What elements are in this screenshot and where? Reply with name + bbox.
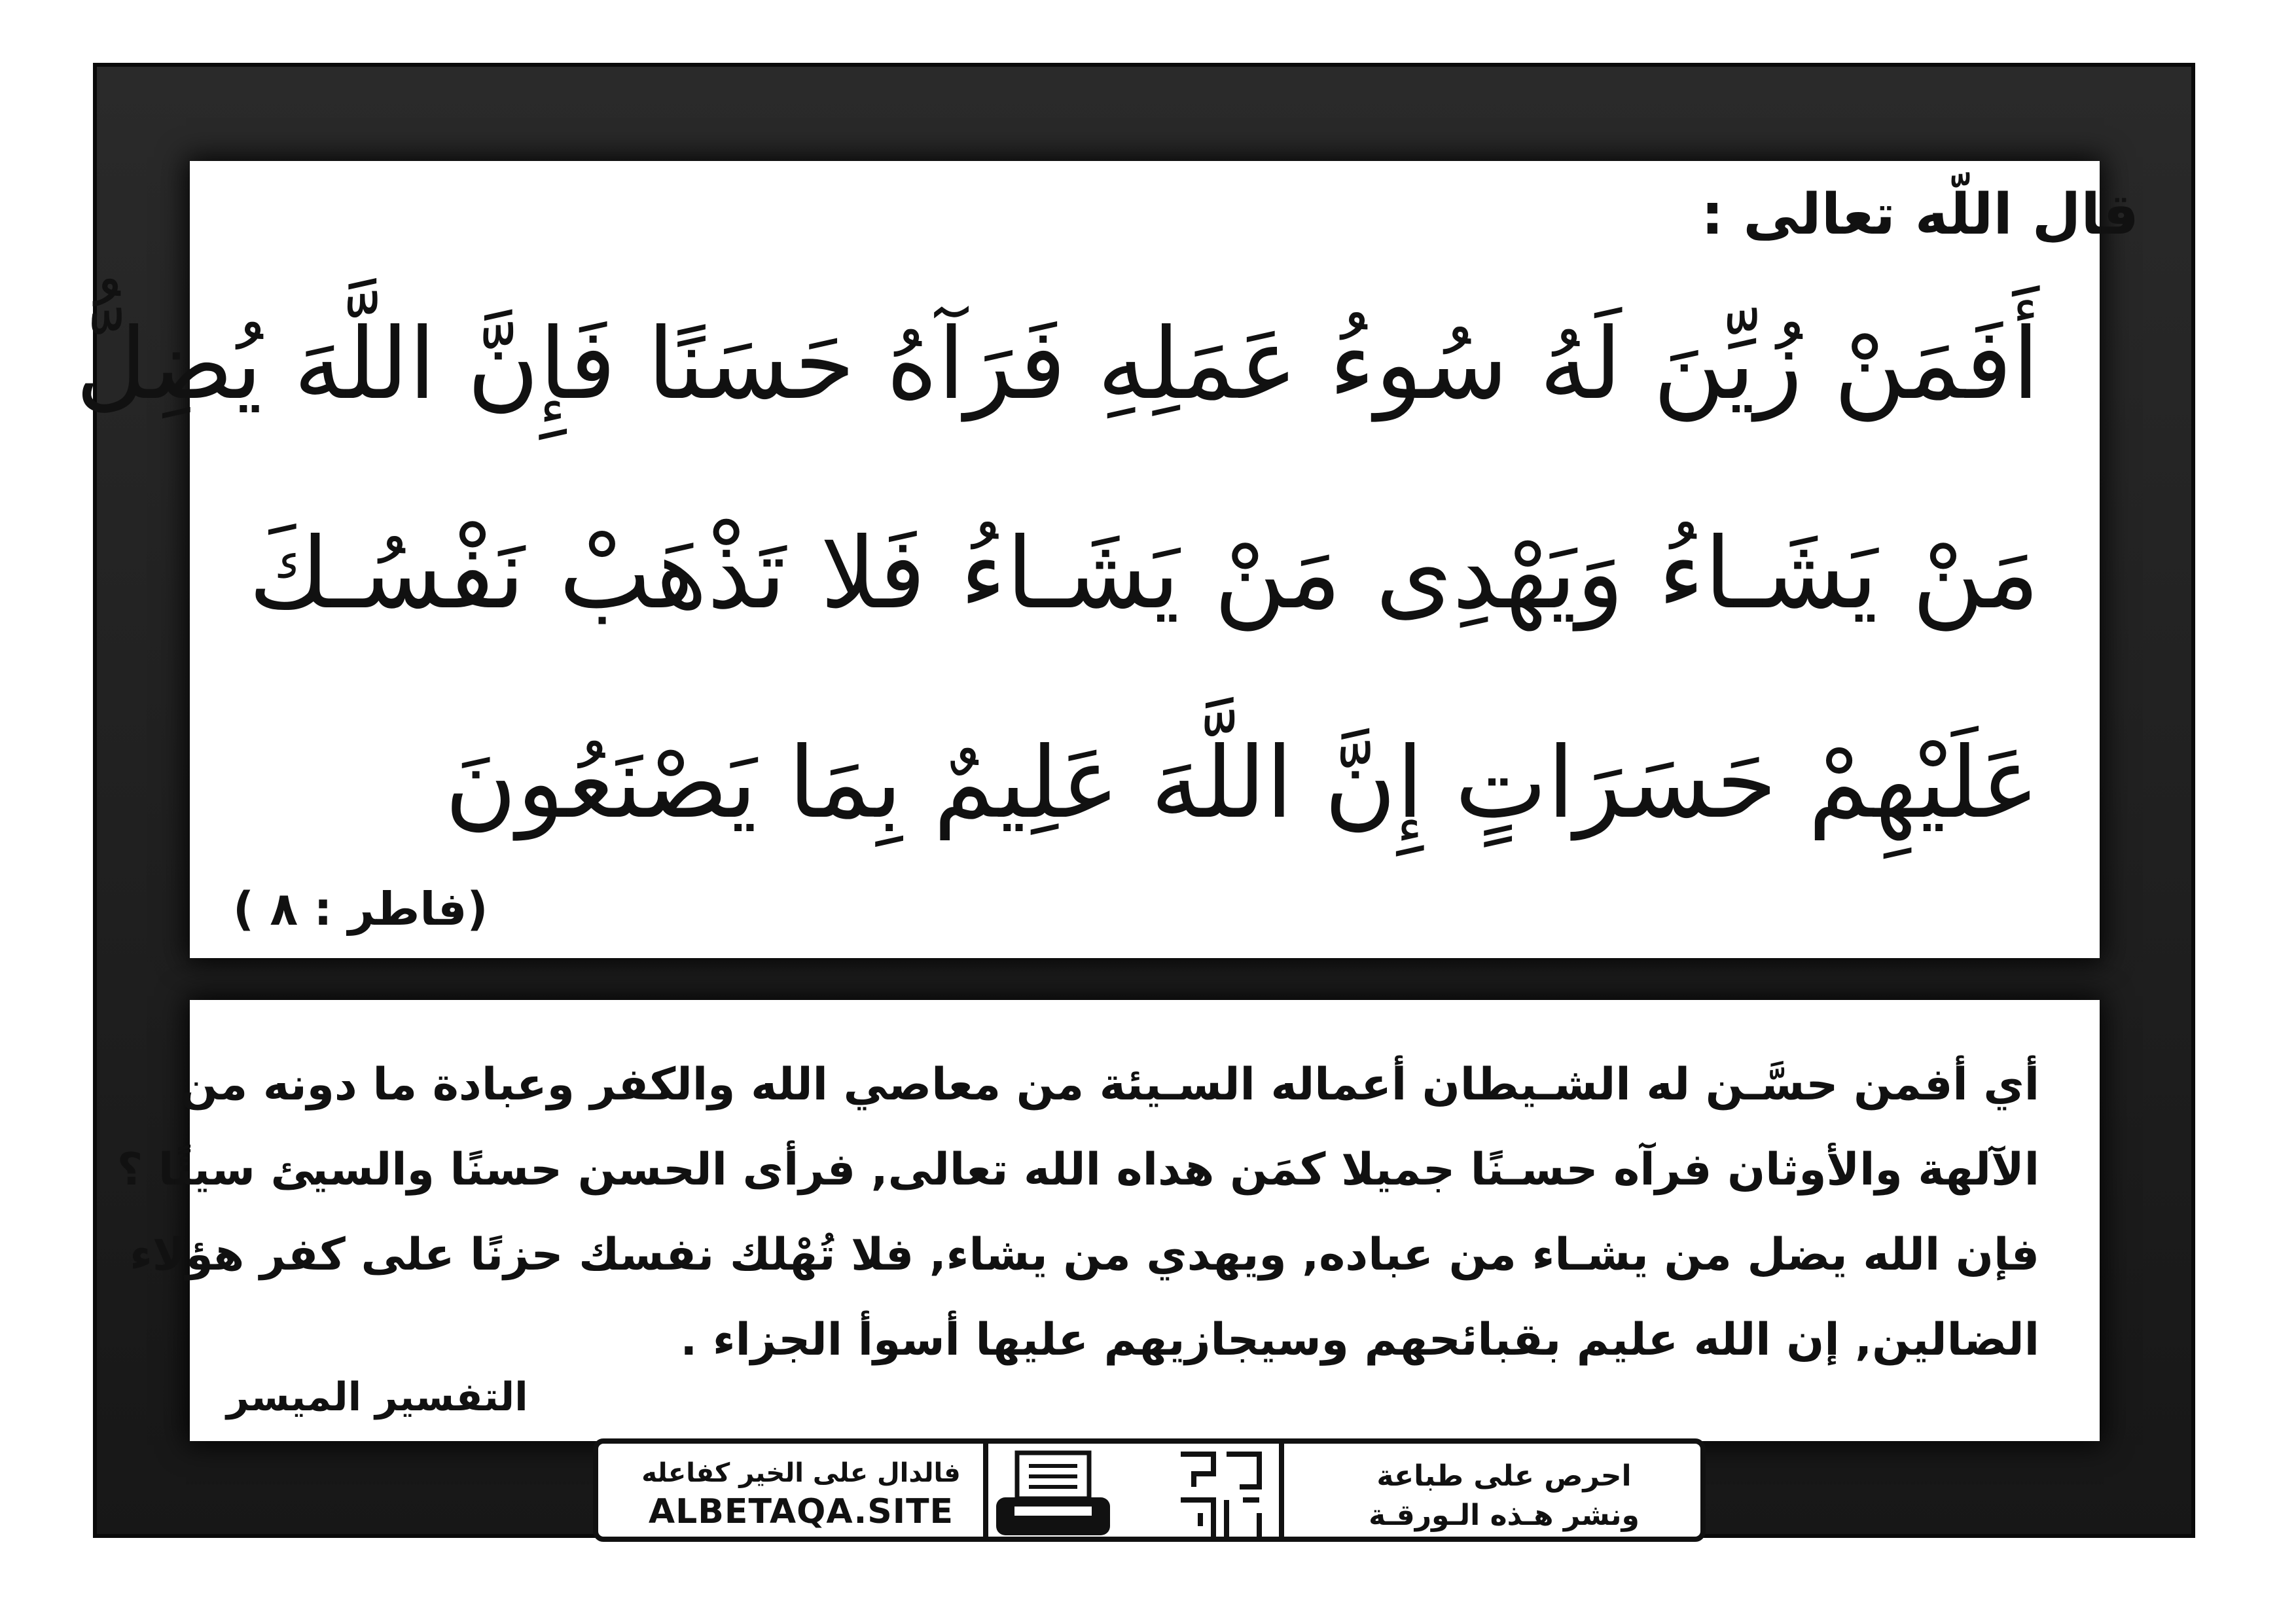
verse-line-1: أَفَمَنْ زُيِّنَ لَهُ سُوءُ عَمَلِهِ فَرَآهُ حَسَنًا فَإِنَّ اللَّهَ يُضِلُّ — [75, 308, 2039, 421]
footer-divider-2 — [1279, 1444, 1284, 1537]
footer-print-line-1: احرص على طباعة — [1376, 1459, 1632, 1493]
surah-reference: (فاطر : ٨ ) — [233, 882, 488, 936]
verse-line-2: مَنْ يَشَـاءُ وَيَهْدِى مَنْ يَشَـاءُ فَلا تَذْهَبْ نَفْسُـكَ — [249, 517, 2039, 631]
footer-site[interactable]: ALBETAQA.SITE — [648, 1492, 954, 1531]
tafsir-source: التفسير الميسر — [226, 1374, 528, 1420]
tafsir-line-1: أي أفمن حسَّـن له الشـيطان أعماله السـيئة من معاصي الله والكفر وعبادة ما دونه من — [179, 1059, 2039, 1111]
footer-print-line-2: ونشر هـذه الـورقـة — [1369, 1499, 1640, 1532]
tafsir-line-3: فإن الله يضل من يشـاء من عباده, ويهدي من يشاء, فلا تُهْلك نفسك حزنًا على كفر هؤلاء — [130, 1229, 2039, 1281]
verse-line-3: عَلَيْهِمْ حَسَرَاتٍ إِنَّ اللَّهَ عَلِيمٌ بِمَا يَصْنَعُونَ — [444, 726, 2039, 840]
footer-bar — [593, 1438, 1706, 1542]
printer-icon — [991, 1450, 1115, 1542]
dawah-waraqa-logo — [1174, 1448, 1266, 1546]
footer-motto: فالدال على الخير كفاعله — [641, 1458, 961, 1488]
footer-site-block[interactable] — [624, 1458, 978, 1531]
footer-divider-1 — [983, 1444, 988, 1537]
tafsir-line-4: الضالين, إن الله عليم بقبائحهم وسيجازيهم عليها أسوأ الجزاء . — [680, 1314, 2039, 1366]
heading: قال اللّه تعالى : — [1701, 182, 2139, 247]
tafsir-line-2: الآلهة والأوثان فرآه حسـنًا جميلا كمَن هداه الله تعالى, فرأى الحسن حسنًا والسيئ سيئًا ؟ — [117, 1144, 2039, 1196]
footer-print-note — [1360, 1457, 1648, 1535]
